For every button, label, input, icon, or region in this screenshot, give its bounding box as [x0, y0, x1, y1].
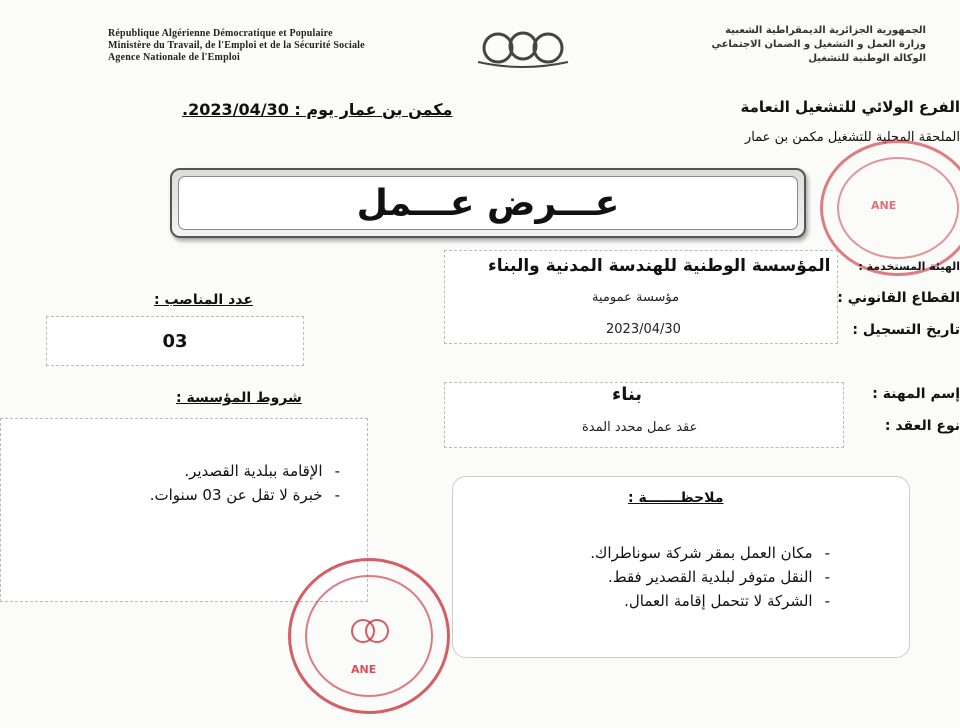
employer-name: المؤسسة الوطنية للهندسة المدنية والبناء: [488, 256, 831, 276]
stamp-seal-bottom: ANE: [288, 558, 450, 714]
registration-date: 2023/04/30: [606, 322, 681, 337]
registration-date-label: تاريخ التسجيل :: [852, 322, 960, 338]
job-box: [444, 382, 844, 448]
document-title: عـــرض عـــمل: [178, 176, 798, 230]
list-item: -مكان العمل بمقر شركة سوناطراك.: [590, 544, 830, 562]
stamp-emblem-icon: [343, 609, 395, 661]
branch-office: الفرع الولائي للتشغيل النعامة: [740, 98, 960, 116]
list-item: -الشركة لا تتحمل إقامة العمال.: [624, 592, 830, 610]
list-item: -خبرة لا تقل عن 03 سنوات.: [149, 486, 340, 504]
place-date: مكمن بن عمار يوم : 2023/04/30.: [182, 100, 453, 119]
header-ar-line: الجمهورية الجزائرية الديمقراطية الشعبية: [725, 25, 926, 36]
list-item: -الإقامة ببلدية القصدير.: [184, 462, 340, 480]
positions-count: 03: [162, 330, 188, 352]
local-agency: الملحقة المحلية للتشغيل مكمن بن عمار: [744, 130, 960, 145]
anem-logo-icon: [468, 28, 578, 84]
header-fr-line: République Algérienne Démocratique et Populaire: [108, 28, 333, 39]
header-arabic: [566, 24, 926, 66]
contract-type: عقد عمل محدد المدة: [582, 420, 698, 435]
conditions-box: [0, 418, 368, 602]
stamp-seal-top: ANE: [820, 140, 960, 276]
sector-value: مؤسسة عمومية: [592, 290, 680, 305]
conditions-label: شروط المؤسسة :: [176, 390, 302, 406]
job-title-label: إسم المهنة :: [872, 386, 960, 402]
employer-label: الهيئة المستخدمة :: [858, 260, 960, 273]
list-item: -النقل متوفر لبلدية القصدير فقط.: [607, 568, 830, 586]
conditions-list: [104, 462, 340, 510]
notes-label: ملاحظـــــــة :: [628, 490, 724, 506]
header-french: [108, 28, 438, 64]
title-frame: [170, 168, 806, 238]
positions-box: [46, 316, 304, 366]
job-title: بناء: [612, 384, 643, 405]
header-ar-line: وزارة العمل و التشغيل و الضمان الاجتماعي: [711, 39, 926, 50]
header-fr-line: Agence Nationale de l'Emploi: [108, 52, 240, 63]
contract-label: نوع العقد :: [884, 418, 960, 434]
header-ar-line: الوكالة الوطنية للتشغيل: [808, 53, 926, 64]
sector-label: القطاع القانوني :: [837, 290, 960, 306]
header-fr-line: Ministère du Travail, de l'Emploi et de la Sécurité Sociale: [108, 40, 365, 51]
positions-label: عدد المناصب :: [154, 292, 253, 308]
notes-list: [540, 544, 830, 616]
